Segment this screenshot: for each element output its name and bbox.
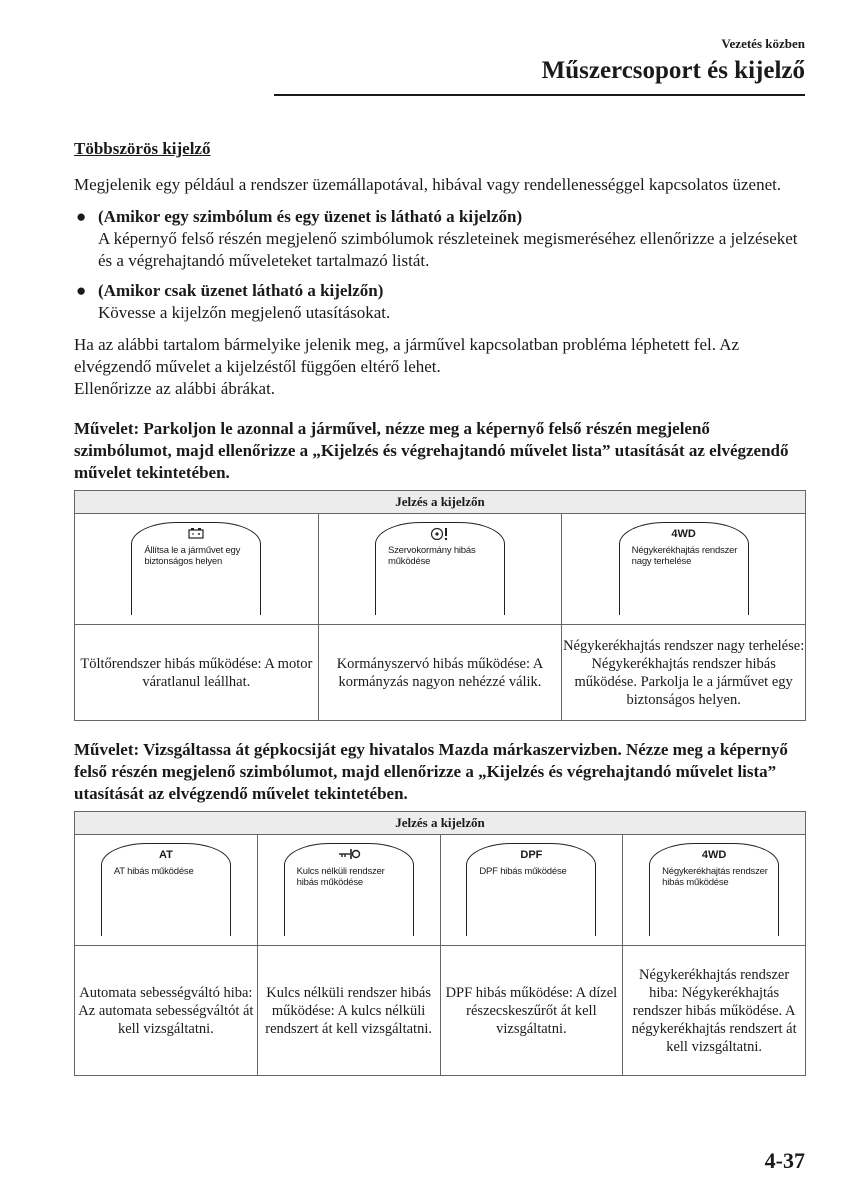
screen-message: Szervokormány hibás működése — [387, 545, 476, 567]
power-steering-warning-icon — [376, 527, 504, 541]
description-cell: Négykerékhajtás rendszer hiba: Négykerékhajtás rendszer hibás működése. A négykerékhajtás rendszert át kell vizsgáltatni. — [623, 946, 806, 1076]
indicator-cell — [75, 835, 258, 946]
subheading: Többszörös kijelző — [74, 139, 211, 158]
bullet-item — [74, 280, 806, 324]
4wd-icon: 4WD — [671, 528, 696, 540]
indicator-cell — [257, 835, 440, 946]
bullet-title: (Amikor csak üzenet látható a kijelzőn) — [98, 281, 384, 300]
bullet-text: Kövesse a kijelzőn megjelenő utasításokat. — [98, 303, 391, 322]
description-cell: Automata sebességváltó hiba: Az automata sebességváltót át kell vizsgáltatni. — [75, 946, 258, 1076]
display-screen — [375, 522, 505, 615]
4wd-icon: 4WD — [701, 849, 727, 861]
screen-message: Állítsa le a járművet egy biztonságos helyen — [144, 545, 241, 567]
indicator-cell — [75, 514, 319, 625]
screen-message: AT hibás működése — [113, 866, 194, 877]
chapter-title: Műszercsoport és kijelző — [541, 57, 805, 84]
display-screen — [466, 843, 596, 936]
indicator-table-2 — [74, 811, 806, 1076]
description-cell: Töltőrendszer hibás működése: A motor váratlanul leállhat. — [75, 625, 319, 721]
description-cell: Kulcs nélküli rendszer hibás működése: A kulcs nélküli rendszert át kell vizsgáltatni. — [257, 946, 440, 1076]
description-cell: DPF hibás működése: A dízel részecskeszűrőt át kell vizsgáltatni. — [440, 946, 623, 1076]
header-rule — [274, 94, 805, 96]
note-instruction: Ellenőrizze az alábbi ábrákat. — [74, 379, 276, 398]
indicator-cell — [562, 514, 806, 625]
bullet-dot-icon: ● — [76, 281, 87, 300]
description-cell: Kormányszervó hibás működése: A kormányzás nagyon nehézzé válik. — [318, 625, 562, 721]
screen-message: Kulcs nélküli rendszer hibás működése — [296, 866, 385, 888]
indicator-cell — [440, 835, 623, 946]
at-icon: AT — [158, 849, 173, 861]
keyless-key-icon — [285, 848, 413, 862]
screen-message: Négykerékhajtás rendszer hibás működése — [662, 866, 768, 888]
display-screen — [284, 843, 414, 936]
indicator-table-1 — [74, 490, 806, 721]
bullet-list — [74, 206, 806, 324]
action-2-text: Művelet: Vizsgáltassa át gépkocsiját egy hivatalos Mazda márkaszervizben. Nézze meg a képernyő felső részén megjelenő szimbólumot, majd ellenőrizze a „Kijelzés és végrehajtandó művelet lista” utasítását az elvégzendő művelet tekintetében. — [74, 740, 788, 803]
section-label: Vezetés közben — [721, 36, 805, 51]
display-screen — [619, 522, 749, 615]
action-1-text: Művelet: Parkoljon le azonnal a járművel, nézze meg a képernyő felső részén megjelenő szimbólumot, majd ellenőrizze a „Kijelzés és végrehajtandó művelet lista” utasítását az elvégzendő művelet tekintetében. — [74, 419, 789, 482]
page-number: 4-37 — [764, 1148, 805, 1173]
bullet-text: A képernyő felső részén megjelenő szimbólumok részleteinek megismeréséhez ellenőrizze a jelzéseket és a végrehajtandó műveleteket tartalmazó listát. — [98, 229, 798, 270]
note-paragraph: Ha az alábbi tartalom bármelyike jelenik meg, a járművel kapcsolatban probléma léphetett fel. Az elvégzendő művelet a kijelzéstől függően eltérő lehet. — [74, 335, 740, 376]
dpf-icon: DPF — [520, 849, 543, 861]
table-header: Jelzés a kijelzőn — [75, 491, 806, 514]
display-screen — [649, 843, 779, 936]
display-screen — [131, 522, 261, 615]
indicator-cell — [318, 514, 562, 625]
screen-message: Négykerékhajtás rendszer nagy terhelése — [631, 545, 738, 567]
indicator-cell — [623, 835, 806, 946]
description-cell: Négykerékhajtás rendszer nagy terhelése: Négykerékhajtás rendszer hibás működése. Parkolja le a járművet egy biztonságos helyen. — [562, 625, 806, 721]
bullet-dot-icon: ● — [76, 207, 87, 226]
intro-paragraph: Megjelenik egy például a rendszer üzemállapotával, hibával vagy rendellenességgel kapcsolatos üzenet. — [74, 175, 782, 194]
page-content — [74, 138, 806, 1076]
bullet-title: (Amikor egy szimbólum és egy üzenet is látható a kijelzőn) — [98, 207, 523, 226]
screen-message: DPF hibás működése — [479, 866, 567, 877]
battery-icon — [132, 527, 260, 541]
bullet-item — [74, 206, 806, 272]
table-header: Jelzés a kijelzőn — [75, 812, 806, 835]
display-screen — [101, 843, 231, 936]
